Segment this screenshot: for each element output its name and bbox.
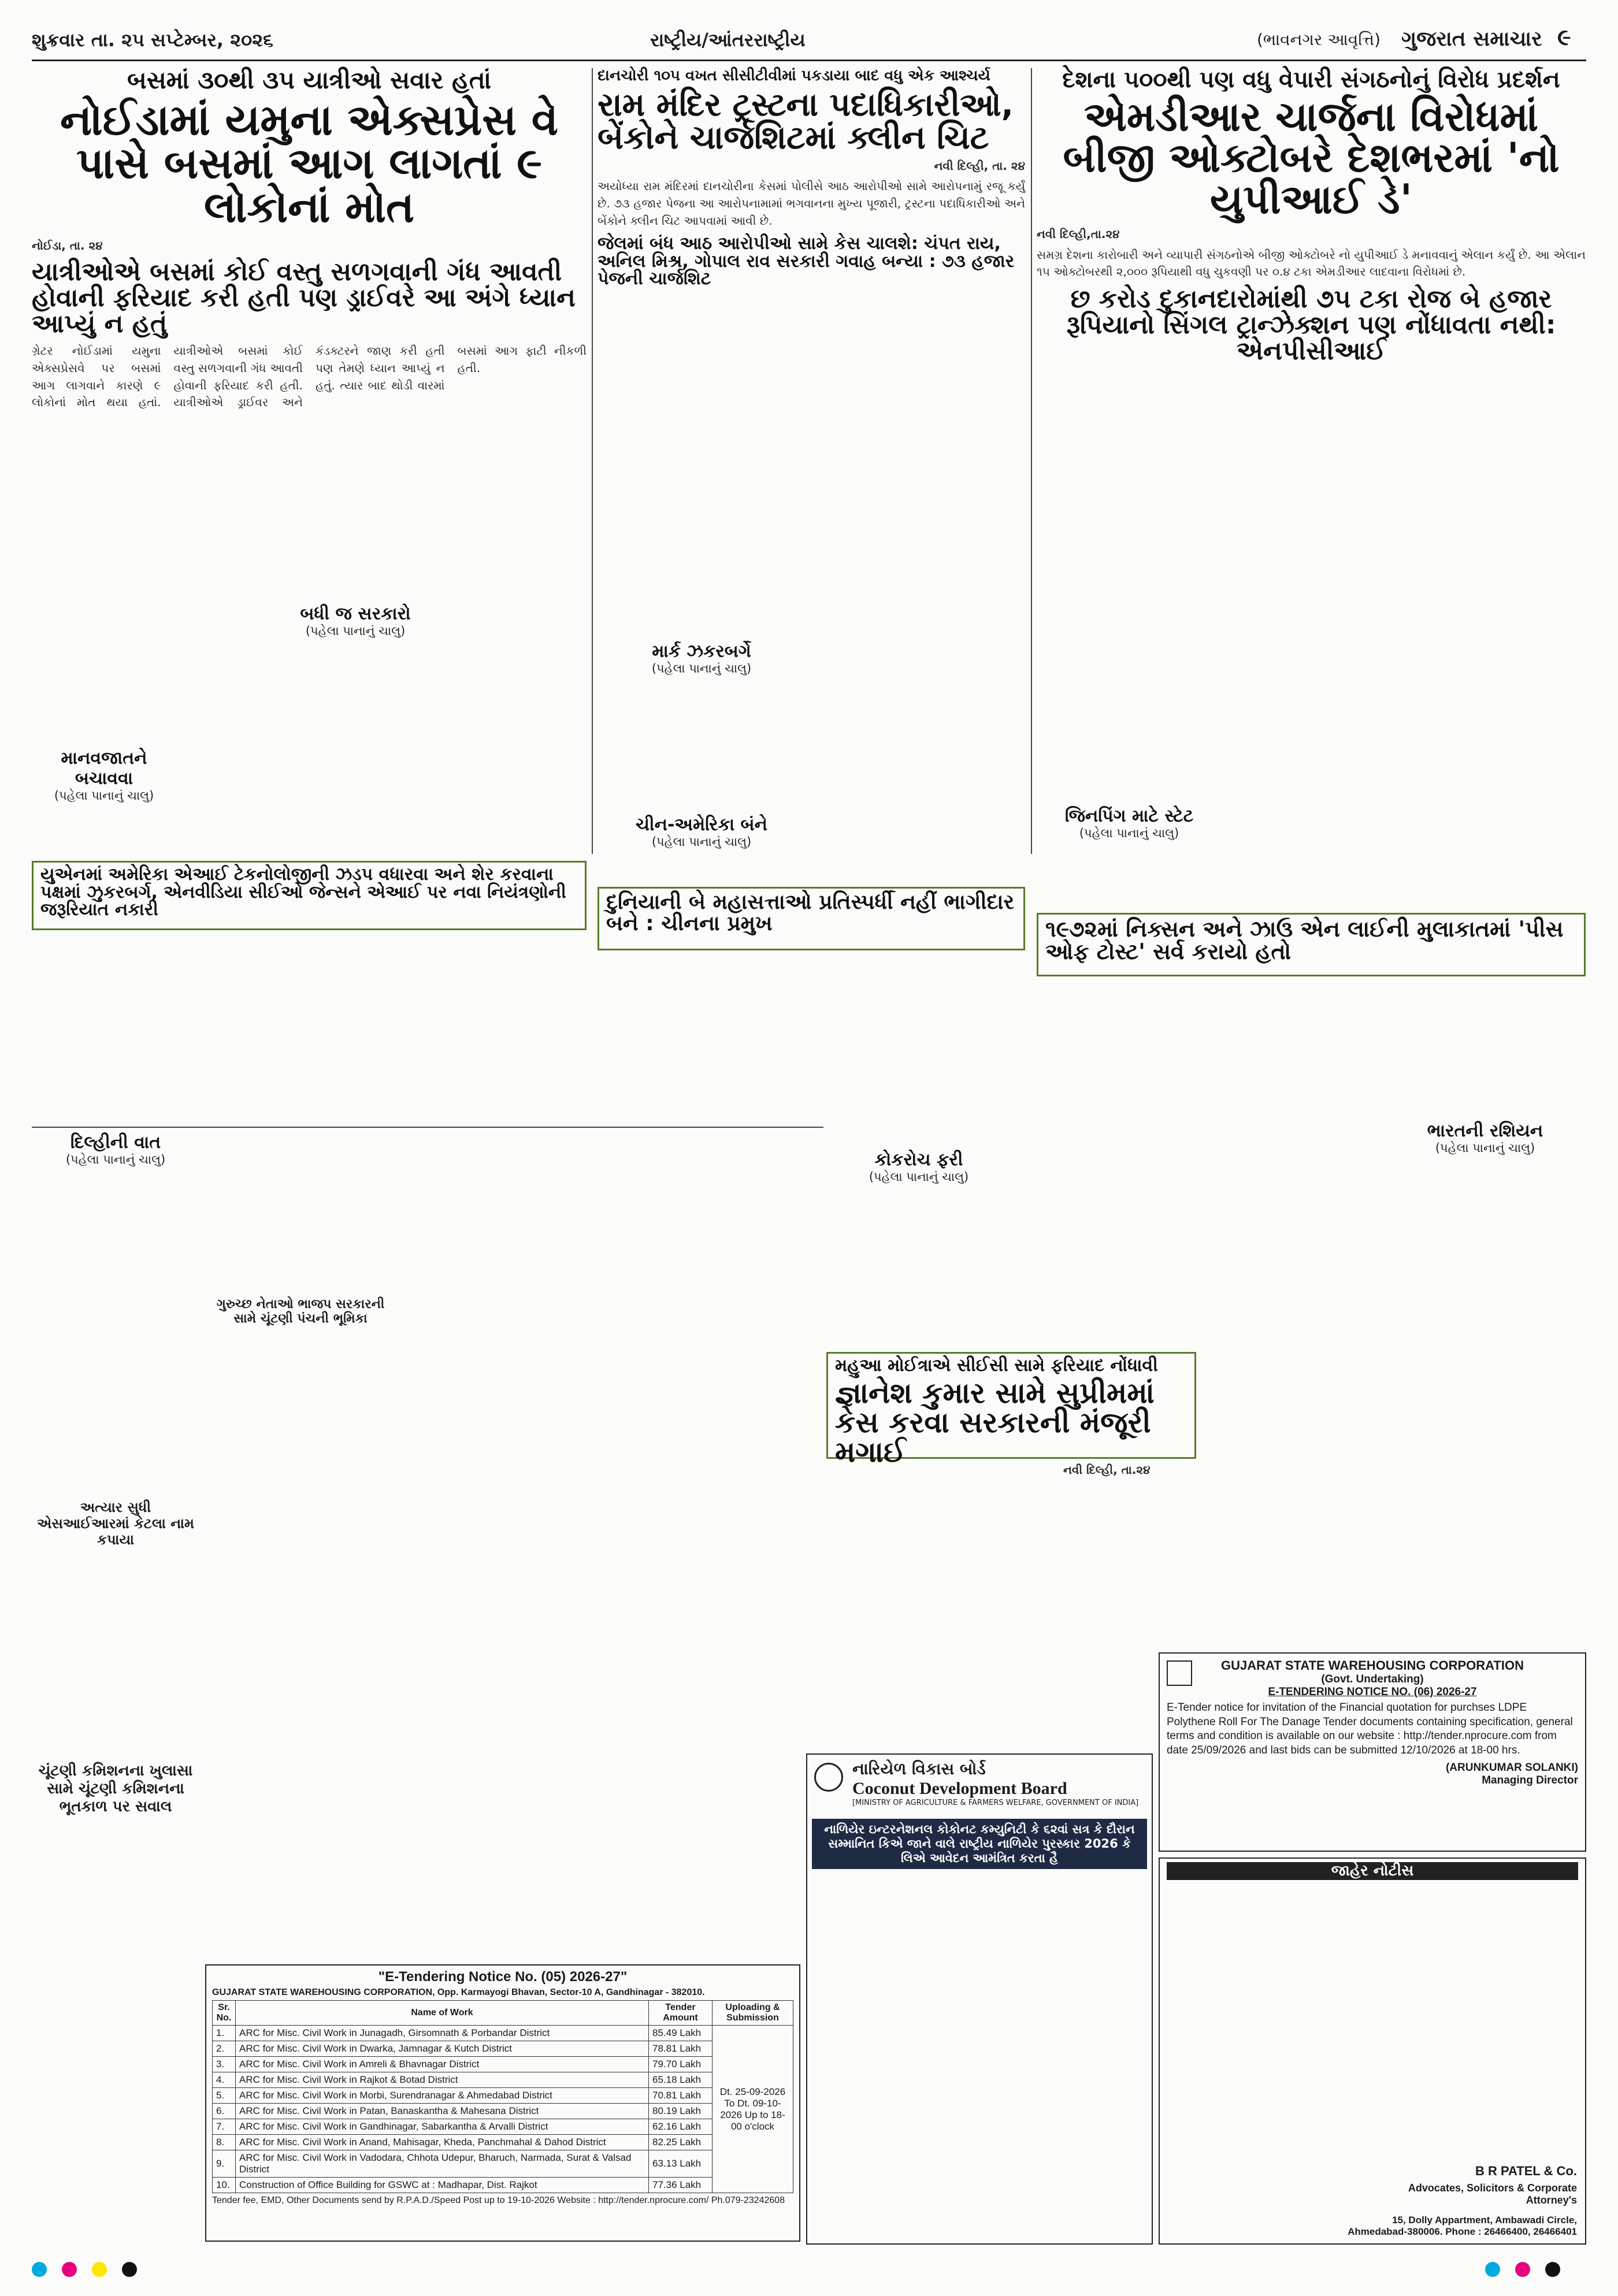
date-line: શુક્રવાર તા. ૨૫ સપ્ટેમ્બર, ૨૦૨૬ — [32, 29, 273, 51]
cont-russia — [1387, 1121, 1583, 1156]
col-header: Sr. No. — [213, 2001, 236, 2026]
story-body: અયોધ્યા રામ મંદિરમાં દાનચોરીના કેસમાં પોલીસે આઠ આરોપીઓ સામે આરોપનામું રજૂ કર્યું છે. ૭૩ હજાર પેજના આ આરોપનામામાં ભગવાનના મુખ્ય પૂજારી, ટ્રસ્ટના પદાધિકારીઓ અને બેંકોને ક્લીન ચિટ આપવામાં આવી છે. — [598, 179, 1025, 228]
public-notice — [1159, 1857, 1586, 2245]
reg-dot — [1545, 2262, 1560, 2277]
column-rule — [592, 68, 593, 854]
table-row — [213, 2178, 793, 2193]
notice-firm: B R PATEL & Co. — [1475, 2164, 1577, 2178]
tender-notice-05 — [205, 1964, 800, 2242]
masthead — [32, 12, 1586, 66]
coconut-board-notice — [806, 1753, 1153, 2245]
table-cell: ARC for Misc. Civil Work in Patan, Banaskantha & Mahesana District — [236, 2104, 649, 2119]
coconut-logo-icon — [814, 1763, 843, 1792]
story-subhead: જેલમાં બંધ આઠ આરોપીઓ સામે કેસ ચાલશે: ચંપત રાય, અનિલ મિશ્ર, ગોપાલ રાવ સરકારી ગવાહ બન્યા : ૭૩ હજાર પેજની ચાર્જશિટ — [598, 233, 1015, 289]
cont-label: (પહેલા પાનાનું ચાલુ) — [65, 1153, 166, 1166]
cont-title: માર્ક ઝકરબર્ગે — [652, 641, 751, 662]
coconut-ministry: [MINISTRY OF AGRICULTURE & FARMERS WELFARE, GOVERNMENT OF INDIA] — [852, 1799, 1139, 1807]
story-dateline: નોઈડા, તા. ૨૪ — [32, 239, 103, 253]
col-header: Tender Amount — [649, 2001, 712, 2026]
story-headline: એમડીઆર ચાર્જના વિરોધમાં બીજી ઓક્ટોબરે દેશભરમાં 'નો યુપીઆઈ ડે' — [1063, 92, 1560, 223]
nixon-headline: ૧૯૭૨માં નિક્સન અને ઝાઉ એન લાઈની મુલાકાતમાં 'પીસ ઓફ ટોસ્ટ' સર્વ કરાયો હતો — [1045, 916, 1564, 964]
table-cell: ARC for Misc. Civil Work in Vadodara, Chhota Udepur, Bharuch, Narmada, Surat & Valsad District — [236, 2150, 649, 2178]
cont-title: બધી જ સરકારો — [300, 604, 411, 624]
notice-role: Advocates, Solicitors & Corporate Attorney's — [1408, 2182, 1577, 2206]
table-cell: 79.70 Lakh — [649, 2057, 712, 2072]
superpower-box — [598, 887, 1025, 950]
story-mdr — [1037, 68, 1586, 364]
cont-china — [598, 815, 806, 849]
notice-address: 15, Dolly Appartment, Ambawadi Circle, Ahmedabad-380006. Phone : 26466400, 26466401 — [1348, 2215, 1577, 2237]
reg-dot — [122, 2262, 137, 2277]
table-cell: 85.49 Lakh — [649, 2026, 712, 2041]
row-rule — [32, 1127, 823, 1128]
table-cell: 2. — [213, 2041, 236, 2057]
superpower-headline: દુનિયાની બે મહાસત્તાઓ પ્રતિસ્પર્ધી નહીં ભાગીદાર બને : ચીનના પ્રમુખ — [606, 890, 1015, 935]
tender-org: GUJARAT STATE WAREHOUSING CORPORATION, Opp. Karmayogi Bhavan, Sector-10 A, Gandhinagar - 382010. — [212, 1987, 705, 1997]
ldpe-body: E-Tender notice for invitation of the Financial quotation for purchses LDPE Polythene Roll For The Danage Tender documents containing specification, general terms and condition is available on our website : http://tender.nprocure.com from date 25/09/2026 and last bids can be submitted 12/10/2026 at 18-00 hrs. — [1167, 1701, 1573, 1757]
reg-dot — [1515, 2262, 1530, 2277]
table-cell: ARC for Misc. Civil Work in Gandhinagar, Sabarkantha & Arvalli District — [236, 2119, 649, 2135]
coconut-headline: નાળિયેર ઇન્ટરનેશનલ કોકોનટ કમ્યુનિટી કે ૬૨વાં સત્ર કે દૌરાન સમ્માનિત કિએ જાને વાલે રાષ્ટ્રીય નાળિયેર પુરસ્કાર 2026 કે લિએ આવેદન આમંત્રિત કરતા હૈ — [812, 1819, 1147, 1869]
table-cell: ARC for Misc. Civil Work in Junagadh, Girsomnath & Porbandar District — [236, 2026, 649, 2041]
ai-banner-box — [32, 861, 587, 930]
cont-title: ચીન-અમેરિકા બંને — [636, 815, 767, 835]
story-kicker: દેશના ૫૦૦થી પણ વધુ વેપારી સંગઠનોનું વિરોધ પ્રદર્શન — [1062, 66, 1560, 93]
table-row — [213, 2104, 793, 2119]
chunav-subhead: ગુરુચ્છ નેતાઓ ભાજપ સરકારની સામે ચૂંટણી પંચની ભૂમિકા — [216, 1297, 385, 1326]
table-cell: ARC for Misc. Civil Work in Rajkot & Botad District — [236, 2072, 649, 2088]
story-headline: રામ મંદિર ટ્રસ્ટના પદાધિકારીઓ, બેંકોને ચાર્જશિટમાં ક્લીન ચિટ — [598, 86, 1014, 157]
reg-dot — [92, 2262, 107, 2277]
reg-dot — [1485, 2262, 1500, 2277]
table-cell: 62.16 Lakh — [649, 2119, 712, 2135]
cont-title: દિલ્હીની વાત — [70, 1132, 161, 1153]
story-kicker: દાનચોરી ૧૦૫ વખત સીસીટીવીમાં પકડાયા બાદ વધુ એક આશ્ચર્ય — [598, 67, 990, 84]
tender-title: "E-Tendering Notice No. (05) 2026-27" — [378, 1969, 628, 1985]
cont-kokroch — [826, 1150, 1011, 1184]
story-body: ગ્રેટર નોઈડામાં યમુના એક્સપ્રેસવે પર બસમાં આગ લાગવાને કારણે ૯ લોકોનાં મોત થયા હતાં. યાત્રીઓએ બસમાં કોઈ વસ્તુ સળગવાની ગંધ આવતી હોવાની ફરિયાદ કરી હતી. યાત્રીઓએ ડ્રાઈવર અને કંડક્ટરને જાણ કરી હતી પણ તેમણે ધ્યાન આપ્યું ન હતું. ત્યાર બાદ થોડી વારમાં બસમાં આગ ફાટી નીકળી હતી. — [32, 344, 587, 410]
table-cell: 7. — [213, 2119, 236, 2135]
tender-notice-06 — [1159, 1652, 1586, 1852]
cont-label: (પહેલા પાનાનું ચાલુ) — [869, 1170, 969, 1184]
ldpe-no: E-TENDERING NOTICE NO. (06) 2026-27 — [1268, 1686, 1477, 1698]
mahua-box — [826, 1352, 1196, 1469]
schedule-cell: Dt. 25-09-2026 To Dt. 09-10-2026 Up to 18-00 o'clock — [712, 2026, 793, 2193]
page-number: ૯ — [1557, 24, 1571, 51]
mahua-dateline: નવી દિલ્હી, તા.૨૪ — [1063, 1463, 1151, 1477]
gswc-logo-icon — [1167, 1660, 1192, 1686]
table-row — [213, 2026, 793, 2041]
table-cell: 78.81 Lakh — [649, 2041, 712, 2057]
cont-bjp — [277, 604, 433, 638]
table-row — [213, 2150, 793, 2178]
ai-banner-headline: યુએનમાં અમેરિકા એઆઈ ટેકનોલોજીની ઝડપ વધારવા અને શેર કરવાના પક્ષમાં ઝુકરબર્ગ, એનવીડિયા સીઈઓ જેન્સને એઆઈ પર નવા નિયંત્રણોની જરૂરિયાત નકારી — [40, 864, 566, 920]
table-cell: ARC for Misc. Civil Work in Morbi, Surendranagar & Ahmedabad District — [236, 2088, 649, 2104]
cont-delhi — [32, 1132, 199, 1167]
table-cell: 6. — [213, 2104, 236, 2119]
cont-title: માનવજાતને બચાવવા — [61, 748, 147, 789]
table-cell: ARC for Misc. Civil Work in Dwarka, Jamnagar & Kutch District — [236, 2041, 649, 2057]
table-cell: 70.81 Lakh — [649, 2088, 712, 2104]
tender-table — [212, 2000, 793, 2193]
table-cell: 5. — [213, 2088, 236, 2104]
edition-label: (ભાવનગર આવૃત્તિ) — [1257, 30, 1381, 49]
table-cell: 8. — [213, 2135, 236, 2150]
table-row — [213, 2057, 793, 2072]
registration-marks-right — [1485, 2262, 1575, 2279]
coconut-name-en: Coconut Development Board — [852, 1779, 1067, 1798]
table-row — [213, 2041, 793, 2057]
registration-marks-left — [32, 2262, 152, 2279]
col-header: Name of Work — [236, 2001, 649, 2026]
table-cell: 82.25 Lakh — [649, 2135, 712, 2150]
section-title: રાષ્ટ્રીય/આંતરરાષ્ટ્રીય — [650, 29, 806, 51]
column-rule — [1031, 68, 1032, 854]
cont-jinping — [1037, 806, 1222, 841]
mahua-kicker: મહુઆ મોઈત્રાએ સીઈસી સામે ફરિયાદ નોંધાવી — [835, 1355, 1158, 1376]
story-kicker: બસમાં ૩૦થી ૩૫ યાત્રીઓ સવાર હતાં — [127, 66, 491, 94]
cont-mark — [598, 641, 806, 676]
cont-label: (પહેલા પાનાનું ચાલુ) — [651, 662, 752, 675]
mahua-headline: જ્ઞાનેશ કુમાર સામે સુપ્રીમમાં કેસ કરવા સરકારની મંજૂરી મગાઈ — [835, 1376, 1155, 1469]
story-dateline: નવી દિલ્હી,તા.૨૪ — [1037, 226, 1120, 241]
nixon-box — [1037, 913, 1586, 976]
story-noida — [32, 68, 587, 411]
table-row — [213, 2072, 793, 2088]
reg-dot — [32, 2262, 47, 2277]
story-dateline: નવી દિલ્હી, તા. ૨૪ — [934, 158, 1025, 173]
table-row — [213, 2119, 793, 2135]
ldpe-role: Managing Director — [1482, 1774, 1578, 1786]
cont-manav — [32, 748, 176, 803]
masthead-rule — [32, 60, 1586, 61]
cont-label: (પહેલા પાનાનું ચાલુ) — [305, 624, 406, 638]
cont-title: જિનપિંગ માટે સ્ટેટ — [1064, 806, 1194, 826]
table-cell: 65.18 Lakh — [649, 2072, 712, 2088]
table-cell: ARC for Misc. Civil Work in Amreli & Bhavnagar District — [236, 2057, 649, 2072]
cont-label: (પહેલા પાનાનું ચાલુ) — [1079, 826, 1179, 840]
table-cell: 10. — [213, 2178, 236, 2193]
table-cell: 80.19 Lakh — [649, 2104, 712, 2119]
notice-title: જાહેર નોટીસ — [1167, 1862, 1578, 1880]
ldpe-org: GUJARAT STATE WAREHOUSING CORPORATION — [1221, 1658, 1524, 1673]
story-ram-mandir — [598, 68, 1025, 288]
table-cell: 1. — [213, 2026, 236, 2041]
cont-title: ભારતની રશિયન — [1427, 1121, 1543, 1141]
table-cell: 4. — [213, 2072, 236, 2088]
story-headline: નોઈડામાં યમુના એક્સપ્રેસ વે પાસે બસમાં આગ લાગતાં ૯ લોકોનાં મોત — [60, 95, 558, 232]
cont-label: (પહેલા પાનાનું ચાલુ) — [54, 789, 154, 803]
story-subhead: યાત્રીઓએ બસમાં કોઈ વસ્તુ સળગવાની ગંધ આવતી હોવાની ફરિયાદ કરી હતી પણ ડ્રાઈવરે આ અંગે ધ્યાન આપ્યું ન હતું — [32, 257, 576, 339]
paper-logo: ગુજરાત સમાચાર — [1401, 27, 1542, 51]
delhi-subhead-2: ચૂંટણી કમિશનના ખુલાસા સામે ચૂંટણી કમિશનના ભૂતકાળ પર સવાલ — [38, 1762, 193, 1815]
col-header: Uploading & Submission — [712, 2001, 793, 2026]
table-header-row — [213, 2001, 793, 2026]
coconut-name-gu: નારિયેળ વિકાસ બોર્ડ — [852, 1759, 986, 1778]
reg-dot — [62, 2262, 77, 2277]
ldpe-signer: (ARUNKUMAR SOLANKI) — [1445, 1761, 1578, 1774]
table-row — [213, 2088, 793, 2104]
table-cell: 3. — [213, 2057, 236, 2072]
tender-rows — [213, 2026, 793, 2193]
table-cell: 9. — [213, 2150, 236, 2178]
story-body: સમગ્ર દેશના કારોબારી અને વ્યાપારી સંગઠનોએ બીજી ઓક્ટોબરે નો યુપીઆઈ ડે મનાવવાનું એલાન કર્યું છે. આ એલાન ૧૫ ઓક્ટોબરથી ૨,૦૦૦ રૂપિયાથી વધુ ચુકવણી પર ૦.૪ ટકા એમડીઆર લાદવાના વિરોધમાં છે. — [1037, 247, 1586, 279]
table-cell: 77.36 Lakh — [649, 2178, 712, 2193]
tender-footer: Tender fee, EMD, Other Documents send by R.P.A.D./Speed Post up to 19-10-2026 Website : http://tender.nprocure.com/ Ph.079-23242608 — [212, 2195, 785, 2205]
cont-label: (પહેલા પાનાનું ચાલુ) — [651, 835, 752, 849]
table-row — [213, 2135, 793, 2150]
story-subhead: છ કરોડ દુકાનદારોમાંથી ૭૫ ટકા રોજ બે હજાર રૂપિયાનો સિંગલ ટ્રાન્ઝેક્શન પણ નોંધાવતા નથી: એનપીસીઆઈ — [1066, 284, 1556, 366]
table-cell: ARC for Misc. Civil Work in Anand, Mahisagar, Kheda, Panchmahal & Dahod District — [236, 2135, 649, 2150]
delhi-subhead-1: અત્યાર સુધી એસઆઈઆરમાં કેટલા નામ કપાયા — [37, 1499, 194, 1548]
ldpe-sub: (Govt. Undertaking) — [1321, 1673, 1424, 1685]
table-cell: Construction of Office Building for GSWC at : Madhapar, Dist. Rajkot — [236, 2178, 649, 2193]
cont-title: કોકરોચ ફરી — [874, 1150, 963, 1170]
table-cell: 63.13 Lakh — [649, 2150, 712, 2178]
cont-label: (પહેલા પાનાનું ચાલુ) — [1435, 1141, 1535, 1155]
